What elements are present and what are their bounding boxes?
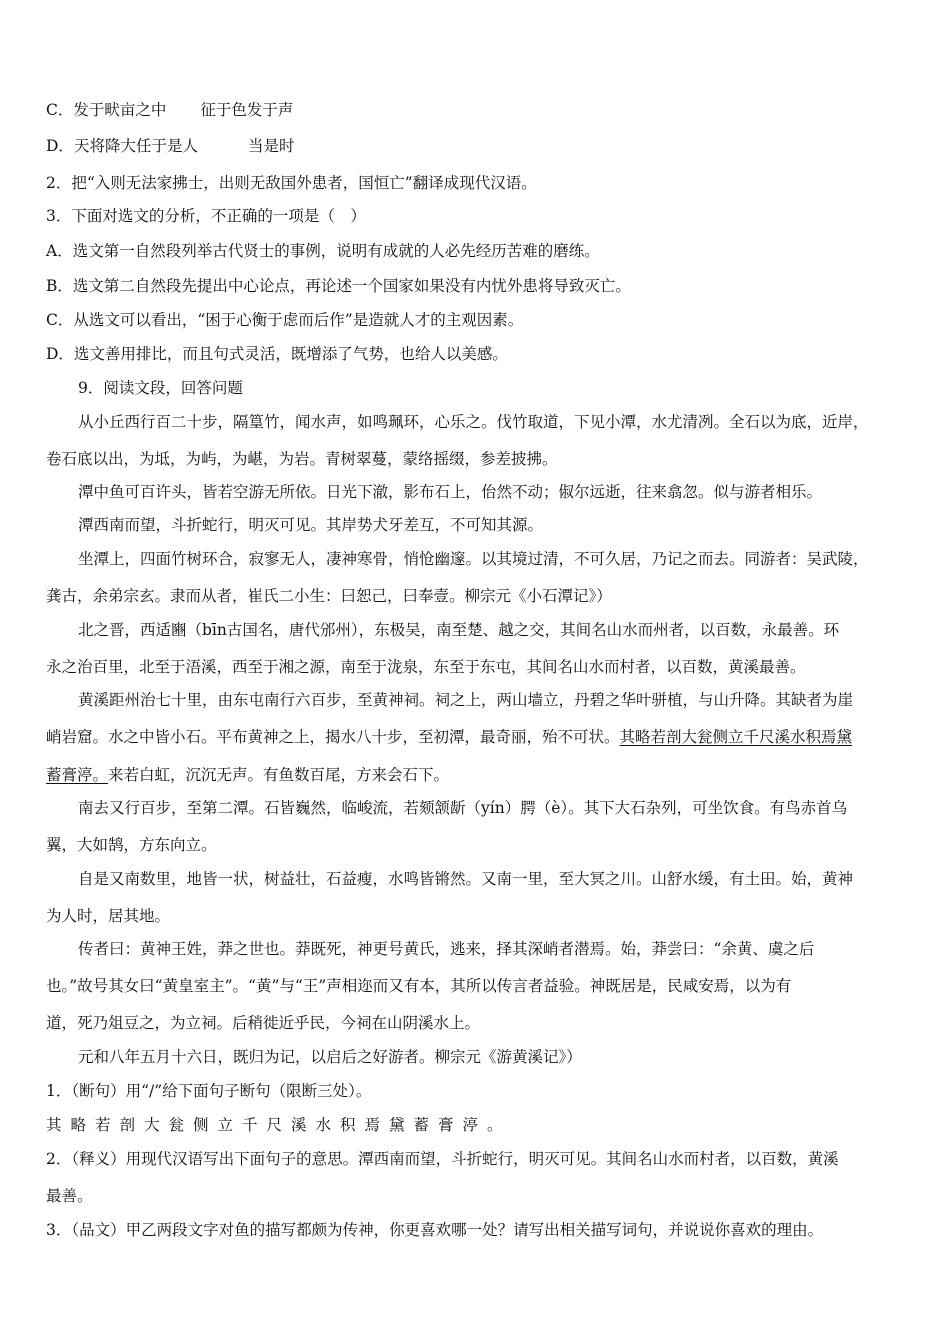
question-3-stem: 3．下面对选文的分析，不正确的一项是（ ）	[46, 207, 366, 225]
passage-text: 黄溪距州治七十里，由东屯南行六百步，至黄神祠。祠之上，两山墙立，丹碧之华叶骈植，与山升降。其缺者为崖	[78, 691, 854, 709]
section-9-heading: 9．阅读文段，回答问题	[78, 379, 243, 397]
passage-text: 道，死乃俎豆之，为立祠。后稍徙近乎民，今祠在山阴溪水上。	[46, 1014, 481, 1032]
option-d-line: D．天将降大任于是人 当是时	[46, 137, 295, 155]
passage-text: 蓄膏渟。来若白虹，沉沉无声。有鱼数百尾，方来会石下。	[46, 766, 450, 784]
question-1-sentence: 其略若剖大瓮侧立千尺溪水积焉黛蓄膏渟。	[46, 1116, 512, 1134]
passage-text: 为人时，居其地。	[46, 907, 171, 925]
question-3-option-d: D．选文善用排比，而且句式灵活，既增添了气势，也给人以美感。	[46, 345, 508, 363]
question-1: 1．（断句）用“/”给下面句子断句（限断三处）。	[46, 1082, 372, 1100]
passage-text: 峭岩窟。水之中皆小石。平布黄神之上，揭水八十步，至初潭，最奇丽，殆不可状。其略若剖大瓮侧立千尺溪水积焉黛	[46, 728, 853, 746]
passage-text: 龚古，余弟宗玄。隶而从者，崔氏二小生：曰恕己，曰奉壹。柳宗元《小石潭记》）	[46, 587, 612, 605]
passage-text: 潭西南而望，斗折蛇行，明灭可见。其岸势犬牙差互，不可知其源。	[78, 516, 544, 534]
question-2-interpret: 2．（释义）用现代汉语写出下面句子的意思。潭西南而望，斗折蛇行，明灭可见。其间名山水而村者，以百数，黄溪	[46, 1150, 839, 1168]
underlined-sentence: 其略若剖大瓮侧立千尺溪水积焉黛	[619, 728, 853, 746]
passage-text: 坐潭上，四面竹树环合，寂寥无人，凄神寒骨，悄怆幽邃。以其境过清，不可久居，乃记之而去。同游者：吴武陵，	[78, 550, 869, 568]
passage-text: 元和八年五月十六日，既归为记，以启后之好游者。柳宗元《游黄溪记》）	[78, 1048, 582, 1066]
passage-text: 翼，大如鹄，方东向立。	[46, 836, 217, 854]
passage-text: 北之晋，西适豳（bīn古国名，唐代邠州），东极吴，南至楚、越之交，其间名山水而州者，以百数，永最善。环	[78, 621, 840, 639]
passage-text: 南去又行百步，至第二潭。石皆巍然，临峻流，若颏颔龂（yín）腭（è）。其下大石杂列，可坐饮食。有鸟赤首乌	[78, 799, 848, 817]
passage-text: 自是又南数里，地皆一状，树益壮，石益瘦，水鸣皆锵然。又南一里，至大冥之川。山舒水缓，有土田。始，黄神	[78, 870, 854, 888]
question-3-option-b: B．选文第二自然段先提出中心论点，再论述一个国家如果没有内忧外患将导致灭亡。	[46, 277, 631, 295]
option-c-line: C．发于畎亩之中 征于色发于声	[46, 101, 294, 119]
underlined-sentence: 蓄膏渟。	[46, 766, 109, 784]
passage-text: 潭中鱼可百许头，皆若空游无所依。日光下澈，影布石上，佁然不动；俶尔远逝，往来翕忽。似与游者相乐。	[78, 483, 823, 501]
question-3-appreciate: 3．（品文）甲乙两段文字对鱼的描写都颇为传神，你更喜欢哪一处？请写出相关描写词句，并说说你喜欢的理由。	[46, 1221, 824, 1239]
passage-text: 永之治百里，北至于浯溪，西至于湘之源，南至于泷泉，东至于东屯，其间名山水而村者，以百数，黄溪最善。	[46, 658, 806, 676]
question-2: 2．把“入则无法家拂士，出则无敌国外患者，国恒亡”翻译成现代汉语。	[46, 174, 537, 192]
passage-text: 也。”故号其女曰“黄皇室主”。“黄”与“王”声相迩而又有本，其所以传言者益验。神既居是，民咸安焉，以为有	[46, 977, 792, 995]
passage-text: 卷石底以出，为坻，为屿，为嵁，为岩。青树翠蔓，蒙络摇缀，参差披拂。	[46, 450, 558, 468]
passage-text: 从小丘西行百二十步，隔篁竹，闻水声，如鸣珮环，心乐之。伐竹取道，下见小潭，水尤清冽。全石以为底，近岸，	[78, 413, 869, 431]
question-3-option-a: A．选文第一自然段列举古代贤士的事例，说明有成就的人必先经历苦难的磨练。	[46, 242, 600, 260]
passage-text: 传者曰：黄神王姓，莽之世也。莽既死，神更号黄氏，逃来，择其深峭者潜焉。始，莽尝曰：“余黄、虞之后	[78, 940, 815, 958]
question-2-interpret-cont: 最善。	[46, 1187, 93, 1205]
question-3-option-c: C．从选文可以看出，“困于心衡于虑而后作”是造就人才的主观因素。	[46, 311, 524, 329]
